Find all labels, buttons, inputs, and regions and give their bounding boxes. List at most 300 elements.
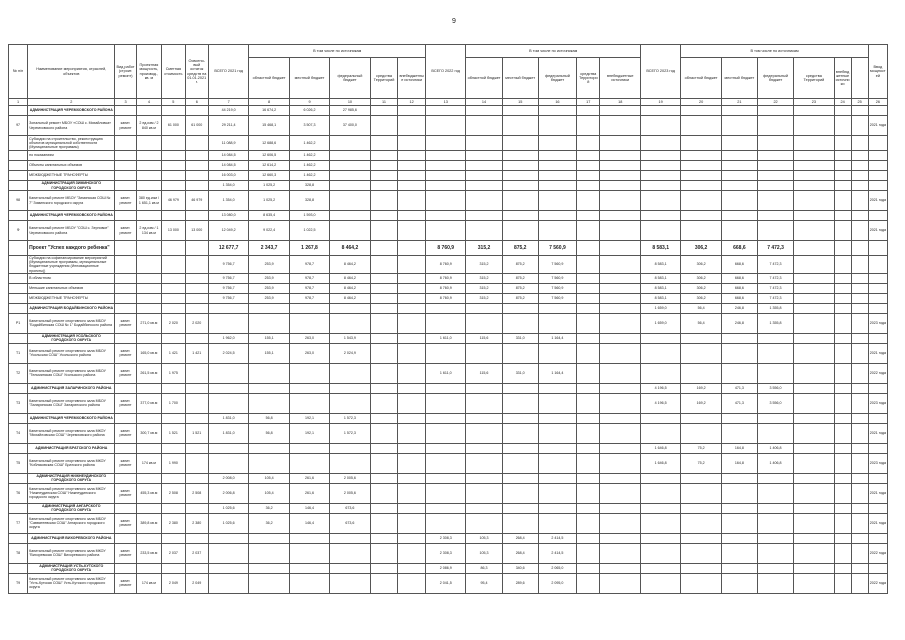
cell-value (681, 211, 721, 221)
header-src: внебюджетные источники (834, 58, 851, 99)
cell-value: 164,8 (721, 443, 757, 453)
row-name: АДМИНИСТРАЦИЯ ЧЕРЕМХОВСКОГО РАЙОНА (28, 413, 115, 423)
cell-value: 668,6 (721, 241, 757, 256)
cell-value (115, 171, 136, 181)
cell-value: 1 521 (185, 423, 208, 443)
cell-value (600, 211, 640, 221)
cell-value (370, 241, 398, 256)
cell-value (249, 453, 289, 473)
cell-value (757, 363, 793, 383)
cell-value (577, 443, 600, 453)
cell-value (466, 151, 502, 161)
commission-year (868, 151, 887, 161)
commission-year (868, 293, 887, 303)
cell-value (681, 543, 721, 563)
column-number: 23 (794, 99, 834, 106)
cell-value (502, 453, 538, 473)
cell-value (208, 393, 248, 413)
summary-row (9, 256, 888, 274)
cell-value: 2 508 (185, 483, 208, 503)
commission-year (868, 241, 887, 256)
cell-value: 11 088,9 (208, 136, 248, 151)
row-number (9, 383, 28, 393)
cell-value: 61 000 (162, 116, 185, 136)
cell-value (600, 241, 640, 256)
cell-value: 875,2 (502, 241, 538, 256)
cell-value (794, 363, 834, 383)
row-name: АДМИНИСТРАЦИЯ ЧЕРЕМХОВСКОГО РАЙОНА (28, 211, 115, 221)
cell-value (185, 453, 208, 473)
cell-value (426, 171, 466, 181)
cell-value (115, 333, 136, 343)
header-src: средства Территорий (370, 58, 398, 99)
cell-value: 8 583,1 (640, 283, 680, 293)
cell-value (208, 383, 248, 393)
cell-value: 253,9 (249, 273, 289, 283)
cell-value: 7 560,9 (538, 256, 576, 274)
cell-value (502, 171, 538, 181)
cell-value: 668,6 (721, 273, 757, 283)
cell-value (600, 171, 640, 181)
cell-value: 7 472,3 (757, 293, 793, 303)
cell-value (834, 393, 851, 413)
cell-value (185, 256, 208, 274)
row-number (9, 181, 28, 191)
cell-value (162, 151, 185, 161)
cell-value (466, 221, 502, 241)
cell-value: 1 462,2 (289, 171, 329, 181)
cell-value (600, 221, 640, 241)
cell-value (834, 543, 851, 563)
cell-value (794, 333, 834, 343)
cell-value (600, 503, 640, 513)
cell-value (834, 191, 851, 211)
cell-value (577, 413, 600, 423)
cell-value (136, 211, 162, 221)
cell-value: 1 462,2 (289, 151, 329, 161)
cell-value (370, 181, 398, 191)
cell-value (185, 503, 208, 513)
cell-value (426, 453, 466, 473)
table-body (9, 106, 888, 594)
cell-value (136, 161, 162, 171)
column-number: 1 (9, 99, 28, 106)
row-name: Капитальный ремонт спортивного зала МБОУ "Тельминская СОШ" Усольского района (28, 363, 115, 383)
row-name: Капитальный ремонт спортивного зала МБОУ "Заларинская СОШ" Заларинского района (28, 393, 115, 413)
cell-value (600, 363, 640, 383)
cell-value: 1 659,0 (640, 313, 680, 333)
section-row (9, 563, 888, 573)
cell-value (289, 313, 329, 333)
cell-value (834, 303, 851, 313)
cell-value (466, 171, 502, 181)
cell-value (794, 483, 834, 503)
cell-value (538, 413, 576, 423)
cell-value (330, 161, 370, 171)
cell-value (851, 161, 868, 171)
cell-value (185, 273, 208, 283)
cell-value (577, 533, 600, 543)
row-number: Т5 (9, 453, 28, 473)
cell-value: 8 464,2 (330, 283, 370, 293)
cell-value (757, 513, 793, 533)
cell-value (185, 283, 208, 293)
cell-value (115, 283, 136, 293)
row-number (9, 533, 28, 543)
cell-value: капит. ремонт (115, 343, 136, 363)
cell-value: 44 219,0 (208, 106, 248, 116)
cell-value (640, 191, 680, 211)
cell-value (600, 343, 640, 363)
cell-value: 315,2 (466, 273, 502, 283)
cell-value (577, 313, 600, 333)
cell-value (136, 151, 162, 161)
cell-value (398, 241, 426, 256)
cell-value (289, 303, 329, 313)
cell-value (851, 453, 868, 473)
cell-value (370, 151, 398, 161)
cell-value (502, 313, 538, 333)
cell-value (115, 563, 136, 573)
cell-value (330, 393, 370, 413)
cell-value (640, 343, 680, 363)
cell-value: 1 421 (185, 343, 208, 363)
cell-value: 668,6 (721, 293, 757, 303)
cell-value: капит. ремонт (115, 573, 136, 593)
cell-value (398, 256, 426, 274)
cell-value (577, 453, 600, 473)
cell-value (681, 116, 721, 136)
cell-value (330, 543, 370, 563)
column-number: 26 (868, 99, 887, 106)
header-src: федеральный бюджет (330, 58, 370, 99)
cell-value: 146,4 (289, 503, 329, 513)
cell-value (162, 303, 185, 313)
cell-value: 75,2 (681, 443, 721, 453)
cell-value (794, 116, 834, 136)
header-capacity: Проектная мощность, производ., кв. м (136, 45, 162, 99)
cell-value: 9 022,4 (249, 221, 289, 241)
cell-value (681, 161, 721, 171)
cell-value (538, 106, 576, 116)
cell-value (208, 543, 248, 563)
cell-value (834, 513, 851, 533)
cell-value (370, 573, 398, 593)
cell-value (600, 256, 640, 274)
cell-value (851, 116, 868, 136)
cell-value (426, 413, 466, 423)
cell-value (466, 483, 502, 503)
cell-value: 2 095,0 (538, 573, 576, 593)
cell-value (851, 191, 868, 211)
cell-value: капит. ремонт (115, 191, 136, 211)
cell-value (577, 293, 600, 303)
section-row (9, 333, 888, 343)
row-number (9, 256, 28, 274)
cell-value: 271,0 кв.м (136, 313, 162, 333)
cell-value: 1 646,8 (640, 443, 680, 453)
table-row (9, 543, 888, 563)
cell-value: 46 979 (162, 191, 185, 211)
cell-value (794, 191, 834, 211)
cell-value: 155,1 (249, 343, 289, 363)
cell-value (466, 191, 502, 211)
cell-value (757, 423, 793, 443)
cell-value: 192,1 (289, 423, 329, 443)
cell-value (538, 116, 576, 136)
commission-year: 2021 года (868, 423, 887, 443)
cell-value (600, 483, 640, 503)
cell-value: 6 026,2 (289, 106, 329, 116)
cell-value (834, 181, 851, 191)
cell-value: 1 543,9 (330, 333, 370, 343)
cell-value: 2 ед.изм / 2 840 кв.м (136, 116, 162, 136)
cell-value (681, 136, 721, 151)
section-row (9, 413, 888, 423)
cell-value (466, 181, 502, 191)
cell-value (577, 211, 600, 221)
cell-value (600, 333, 640, 343)
row-name: АДМИНИСТРАЦИЯ БРАТСКОГО РАЙОНА (28, 443, 115, 453)
cell-value: 2 049 (185, 573, 208, 593)
cell-value (398, 393, 426, 413)
header-src: внебюджетные источники (398, 58, 426, 99)
cell-value (398, 161, 426, 171)
cell-value (330, 303, 370, 313)
cell-value (426, 136, 466, 151)
cell-value (600, 283, 640, 293)
cell-value (330, 313, 370, 333)
cell-value (398, 363, 426, 383)
cell-value (851, 333, 868, 343)
cell-value (398, 513, 426, 533)
cell-value: 455,3 кв.м (136, 483, 162, 503)
cell-value: 978,7 (289, 293, 329, 303)
cell-value (681, 191, 721, 211)
section-row (9, 443, 888, 453)
cell-value (162, 443, 185, 453)
cell-value (794, 221, 834, 241)
cell-value (208, 443, 248, 453)
cell-value (136, 283, 162, 293)
cell-value (370, 473, 398, 483)
row-name: Капитальный ремонт спортивного зала МКОУ "Нижнеудинская СОШ" Нижнеудинского городского округа (28, 483, 115, 503)
cell-value (600, 181, 640, 191)
cell-value (757, 191, 793, 211)
cell-value: 315,2 (466, 283, 502, 293)
cell-value (136, 443, 162, 453)
cell-value: 2 ед.изм / 1 134 кв.м (136, 221, 162, 241)
cell-value (162, 106, 185, 116)
row-number (9, 503, 28, 513)
cell-value (185, 393, 208, 413)
cell-value (794, 136, 834, 151)
cell-value (834, 313, 851, 333)
cell-value (757, 171, 793, 181)
cell-value (681, 533, 721, 543)
cell-value (466, 303, 502, 313)
cell-value (721, 333, 757, 343)
cell-value (466, 443, 502, 453)
cell-value (370, 393, 398, 413)
row-name: АДМИНИСТРАЦИЯ ЗИМИНСКОГО ГОРОДСКОГО ОКРУГА (28, 181, 115, 191)
cell-value (398, 423, 426, 443)
row-name: Зональный ремонт МБОУ «СОШ с. Михайловка» Черемховского района (28, 116, 115, 136)
commission-year: 2021 года (868, 343, 887, 363)
cell-value: 75,2 (681, 453, 721, 473)
cell-value: 105,4 (249, 473, 289, 483)
cell-value: 1 406,8 (757, 443, 793, 453)
cell-value (600, 453, 640, 473)
cell-value (398, 136, 426, 151)
cell-value (851, 171, 868, 181)
commission-year: 2021 года (868, 483, 887, 503)
row-name: Меньшие капитальных объемов (28, 283, 115, 293)
cell-value (577, 563, 600, 573)
cell-value (330, 363, 370, 383)
cell-value: 1 646,8 (640, 453, 680, 473)
row-name: Капитальный ремонт спортивного зала МКОУ "Вихоревская СОШ" Вихоревского района (28, 543, 115, 563)
cell-value (185, 171, 208, 181)
row-name: Проект "Успех каждого ребенка" (28, 241, 115, 256)
cell-value (851, 221, 868, 241)
cell-value (370, 413, 398, 423)
cell-value (185, 293, 208, 303)
cell-value (185, 151, 208, 161)
cell-value (330, 533, 370, 543)
cell-value (600, 413, 640, 423)
cell-value: 331,0 (502, 363, 538, 383)
cell-value (851, 573, 868, 593)
cell-value (370, 136, 398, 151)
cell-value (426, 161, 466, 171)
row-number (9, 333, 28, 343)
cell-value (398, 533, 426, 543)
cell-value (185, 333, 208, 343)
commission-year: 2023 года (868, 453, 887, 473)
cell-value: 2 308,3 (426, 533, 466, 543)
cell-value (577, 273, 600, 283)
cell-value: 2 065,0 (538, 563, 576, 573)
cell-value (502, 136, 538, 151)
cell-value (136, 383, 162, 393)
cell-value (370, 273, 398, 283)
row-name: АДМИНИСТРАЦИЯ ЧЕРЕМХОВСКОГО РАЙОНА (28, 106, 115, 116)
cell-value (370, 221, 398, 241)
column-numbers-row (9, 99, 888, 106)
commission-year: 2021 года (868, 191, 887, 211)
cell-value (600, 191, 640, 211)
header-src: областной бюджет (681, 58, 721, 99)
cell-value (466, 473, 502, 483)
cell-value: 115,6 (466, 363, 502, 383)
cell-value (794, 423, 834, 443)
cell-value (640, 513, 680, 533)
cell-value (794, 181, 834, 191)
cell-value (136, 136, 162, 151)
cell-value (466, 423, 502, 443)
cell-value (426, 191, 466, 211)
commission-year (868, 106, 887, 116)
cell-value (681, 343, 721, 363)
cell-value: 8 464,2 (330, 256, 370, 274)
header-sources-2023: В том числе по источникам (681, 45, 868, 58)
cell-value: 1 025,6 (208, 513, 248, 533)
cell-value (721, 106, 757, 116)
cell-value (757, 413, 793, 423)
header-kind: Вид работ (строит. ремонт) (115, 45, 136, 99)
cell-value: 668,6 (721, 283, 757, 293)
cell-value: 8 760,9 (426, 256, 466, 274)
cell-value: 4 196,5 (640, 393, 680, 413)
summary-row (9, 293, 888, 303)
cell-value: капит. ремонт (115, 363, 136, 383)
cell-value (757, 573, 793, 593)
cell-value (330, 191, 370, 211)
cell-value (721, 363, 757, 383)
cell-value (577, 423, 600, 443)
cell-value (398, 151, 426, 161)
cell-value (398, 383, 426, 393)
cell-value (249, 443, 289, 453)
cell-value (502, 483, 538, 503)
cell-value (115, 181, 136, 191)
cell-value (794, 453, 834, 473)
cell-value (577, 473, 600, 483)
cell-value: 1 406,8 (757, 453, 793, 473)
cell-value: 1 462,2 (289, 161, 329, 171)
row-number (9, 106, 28, 116)
cell-value (640, 533, 680, 543)
cell-value (794, 573, 834, 593)
row-name: Капитальный ремонт спортивного зала МКОУ "Михайловская СОШ" Черемховского района (28, 423, 115, 443)
cell-value (426, 483, 466, 503)
cell-value (600, 543, 640, 563)
cell-value: 2 414,5 (538, 533, 576, 543)
cell-value: 8 760,9 (426, 293, 466, 303)
cell-value (370, 191, 398, 211)
cell-value (370, 343, 398, 363)
cell-value (794, 393, 834, 413)
cell-value (185, 211, 208, 221)
cell-value (681, 503, 721, 513)
cell-value (640, 106, 680, 116)
commission-year (868, 256, 887, 274)
cell-value (834, 151, 851, 161)
column-number: 20 (681, 99, 721, 106)
cell-value (681, 171, 721, 181)
cell-value (249, 563, 289, 573)
cell-value (681, 483, 721, 503)
cell-value (640, 423, 680, 443)
cell-value (466, 161, 502, 171)
cell-value (370, 333, 398, 343)
table-row (9, 393, 888, 413)
cell-value (162, 211, 185, 221)
cell-value: 9 756,7 (208, 283, 248, 293)
cell-value: 1 975 (162, 363, 185, 383)
cell-value: 8 464,2 (330, 293, 370, 303)
cell-value (577, 283, 600, 293)
cell-value (502, 106, 538, 116)
table-row (9, 513, 888, 533)
cell-value (249, 313, 289, 333)
cell-value: 2 380 (162, 513, 185, 533)
cell-value (398, 293, 426, 303)
cell-value: 3 556,0 (757, 393, 793, 413)
cell-value (794, 303, 834, 313)
cell-value (600, 151, 640, 161)
